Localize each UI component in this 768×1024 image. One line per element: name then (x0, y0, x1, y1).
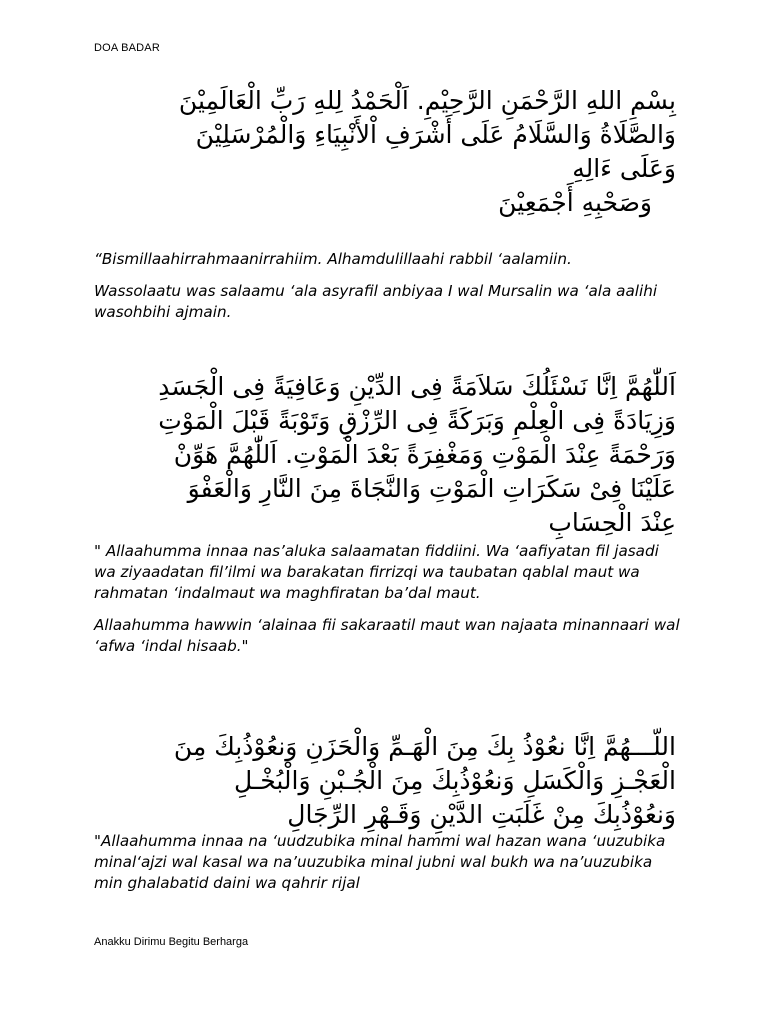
arabic-line: اللّـــهُمَّ اِنَّا نعُوْذُ بِكَ مِنَ الْهَـمِّ وَالْحَزَنِ وَنعُوْذُبِكَ مِنَ (173, 732, 676, 761)
arabic-prayer-salamatan (94, 370, 676, 540)
document-header: DOA BADAR (94, 42, 160, 54)
document-footer: Anakku Dirimu Begitu Berharga (94, 936, 249, 948)
arabic-line: وَرَحْمَةً عِنْدَ الْمَوْتِ وَمَغْفِرَةً بَعْدَ الْمَوْتِ. اَللّٰهُمَّ هَوِّنْ (173, 440, 676, 469)
transliteration-paragraph: Wassolaatu was salaamu ‘ala asyrafil anbiyaa I wal Mursalin wa ‘ala aalihi wasohbihi ajmain. (94, 282, 658, 321)
transliteration-paragraph: " Allaahumma innaa nas’aluka salaamatan fiddiini. Wa ‘aafiyatan fil jasadi wa ziyaadatan fil’ilmi wa barakatan firrizqi wa taubatan qablal maut wa rahmatan ‘indalmaut wa maghfiratan ba’dal maut. (94, 542, 659, 602)
transliteration-paragraph: “Bismillaahirrahmaanirrahiim. Alhamdulillaahi rabbil ‘aalamiin. (94, 250, 572, 268)
arabic-line: وَصَحْبِهِ أَجْمَعِيْنَ (498, 188, 652, 217)
arabic-line: وَالصَّلَاةُ وَالسَّلَامُ عَلَى أَشْرَفِ اْلأَنْبِيَاءِ وَالْمُرْسَلِيْنَ (195, 120, 676, 149)
arabic-line: عِنْدَ الْحِسَابِ (548, 508, 676, 537)
arabic-prayer-opening (94, 84, 676, 220)
transliteration-paragraph: Allaahumma hawwin ‘alainaa fii sakaraatil maut wan najaata minannaari wal ‘afwa ‘indal hisaab." (94, 616, 680, 655)
arabic-line: وَعَلَى ءَالِهِ (572, 154, 676, 183)
arabic-line: وَزِيَادَةً فِى الْعِلْمِ وَبَرَكَةً فِى الرِّزْقِ وَتَوْبَةً قَبْلَ الْمَوْتِ (158, 406, 676, 435)
transliteration-protection (94, 831, 684, 905)
transliteration-paragraph: "Allaahumma innaa na ‘uudzubika minal hammi wal hazan wana ‘uuzubika minal‘ajzi wal kasal wa na’uuzubika minal jubni wal bukh wa na’uuzubika min ghalabatid daini wa qahrir rijal (94, 832, 666, 892)
arabic-prayer-protection (94, 730, 676, 832)
transliteration-opening (94, 249, 684, 334)
arabic-line: عَلَيْنَا فِىْ سَكَرَاتِ الْمَوْتِ وَالنَّجَاةَ مِنَ النَّارِ وَالْعَفْوَ (187, 474, 676, 503)
arabic-line: وَنعُوْذُبِكَ مِنْ غَلَبَتِ الدَّيْنِ وَقَـهْرِ الرِّجَالِ (287, 800, 676, 829)
arabic-line: بِسْمِ اللهِ الرَّحْمَنِ الرَّحِيْمِ. اَلْحَمْدُ لِلهِ رَبِّ الْعَالَمِيْنَ (178, 86, 676, 115)
transliteration-salamatan (94, 541, 684, 668)
arabic-line: اَللّٰهُمَّ اِنَّا نَسْئَلُكَ سَلاَمَةً فِى الدِّيْنِ وَعَافِيَةً فِى الْجَسَدِ (158, 372, 676, 401)
arabic-line: الْعَجْـزِ وَالْكَسَلِ وَنعُوْذُبِكَ مِنَ الْجُـبْنِ وَالْبُخْـلِ (233, 766, 676, 795)
